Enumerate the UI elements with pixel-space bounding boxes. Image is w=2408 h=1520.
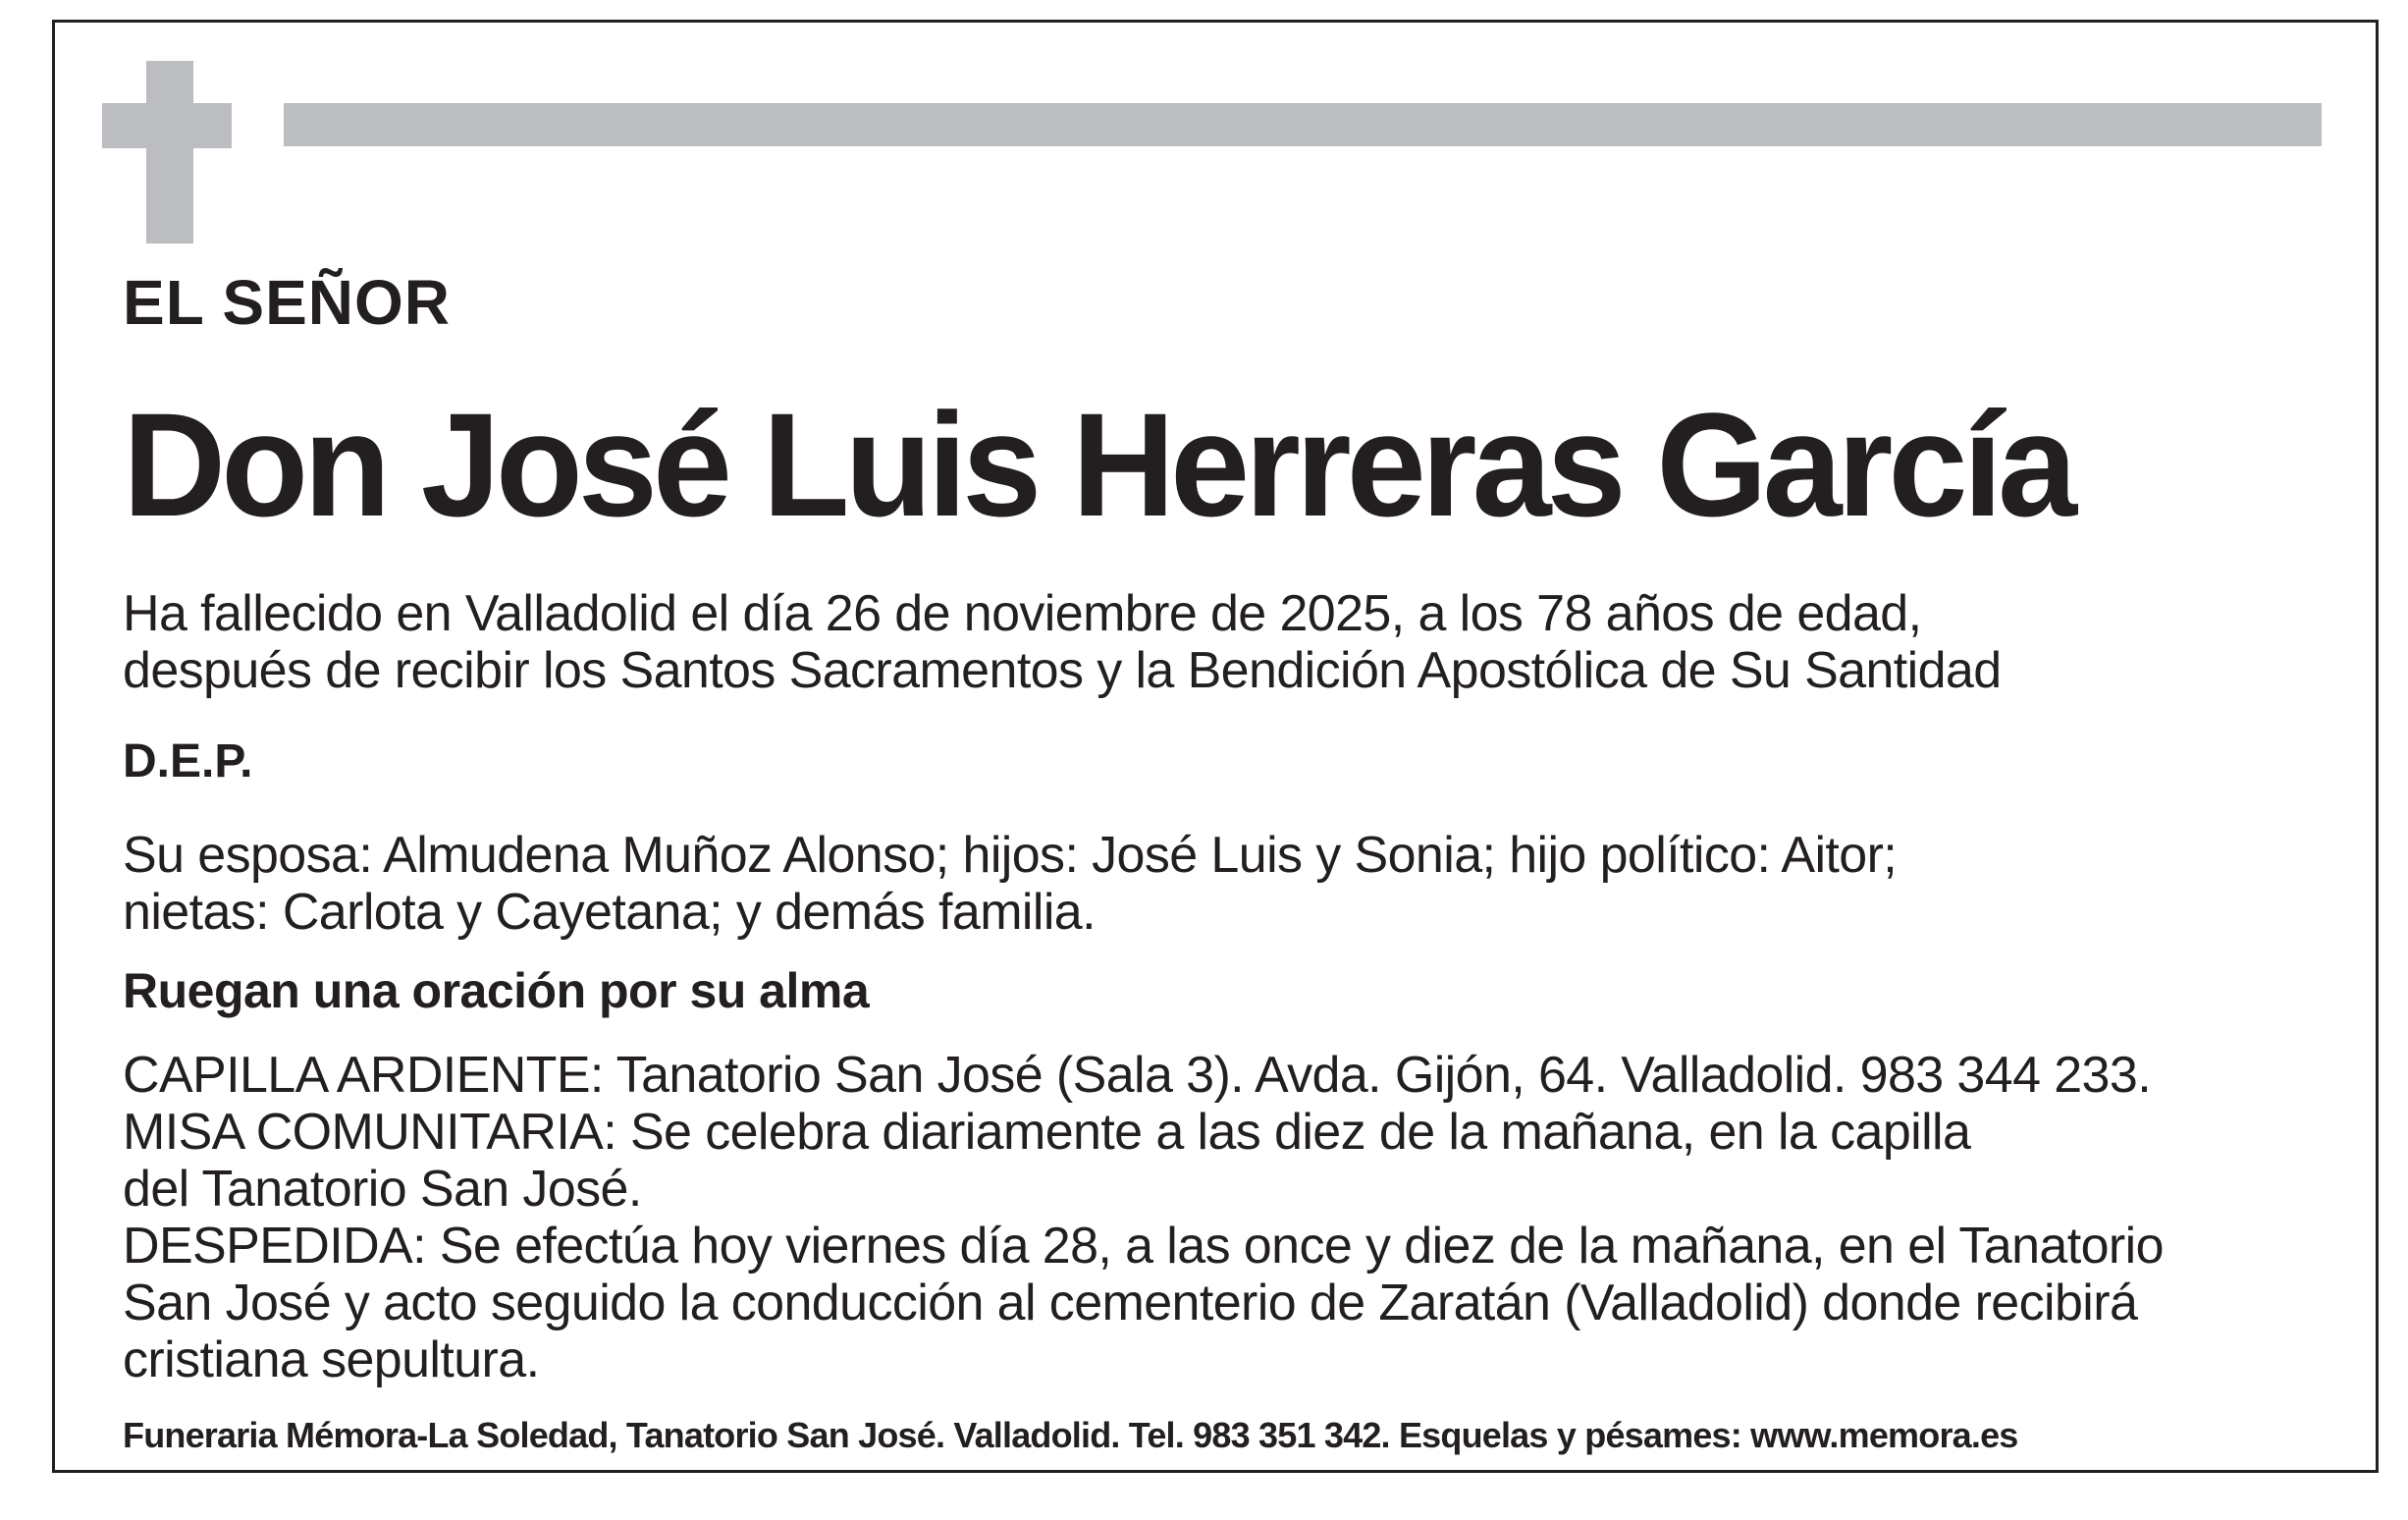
funeral-home-footer: Funeraria Mémora-La Soledad, Tanatorio San José. Valladolid. Tel. 983 351 342. Esquelas y pésames: www.memora.es bbox=[123, 1415, 2018, 1455]
header-rule bbox=[284, 103, 2322, 146]
services-line: CAPILLA ARDIENTE: Tanatorio San José (Sala 3). Avda. Gijón, 64. Valladolid. 983 344 233. bbox=[123, 1047, 2152, 1104]
services-line: del Tanatorio San José. bbox=[123, 1161, 642, 1218]
prayer-heading: Ruegan una oración por su alma bbox=[123, 963, 870, 1018]
subtitle: EL SEÑOR bbox=[123, 267, 451, 338]
services-line: MISA COMUNITARIA: Se celebra diariamente a las diez de la mañana, en la capilla bbox=[123, 1104, 1971, 1161]
dep-heading: D.E.P. bbox=[123, 735, 253, 787]
deceased-name: Don José Luis Herreras García bbox=[123, 382, 2073, 547]
services-line: cristiana sepultura. bbox=[123, 1331, 540, 1388]
intro-line: Ha fallecido en Valladolid el día 26 de noviembre de 2025, a los 78 años de edad, bbox=[123, 585, 1922, 642]
services-line: San José y acto seguido la conducción al cementerio de Zaratán (Valladolid) donde recibirá bbox=[123, 1275, 2138, 1331]
family-paragraph bbox=[123, 827, 1897, 941]
services-paragraph bbox=[123, 1047, 2164, 1388]
family-line: Su esposa: Almudena Muñoz Alonso; hijos: José Luis y Sonia; hijo político: Aitor; bbox=[123, 827, 1898, 884]
family-line: nietas: Carlota y Cayetana; y demás familia. bbox=[123, 884, 1096, 941]
services-line: DESPEDIDA: Se efectúa hoy viernes día 28, a las once y diez de la mañana, en el Tanatorio bbox=[123, 1218, 2164, 1275]
intro-paragraph bbox=[123, 585, 2002, 699]
intro-line: después de recibir los Santos Sacramentos y la Bendición Apostólica de Su Santidad bbox=[123, 642, 2002, 699]
cross-horizontal-bar bbox=[102, 103, 232, 148]
cross-vertical-bar bbox=[146, 61, 193, 244]
